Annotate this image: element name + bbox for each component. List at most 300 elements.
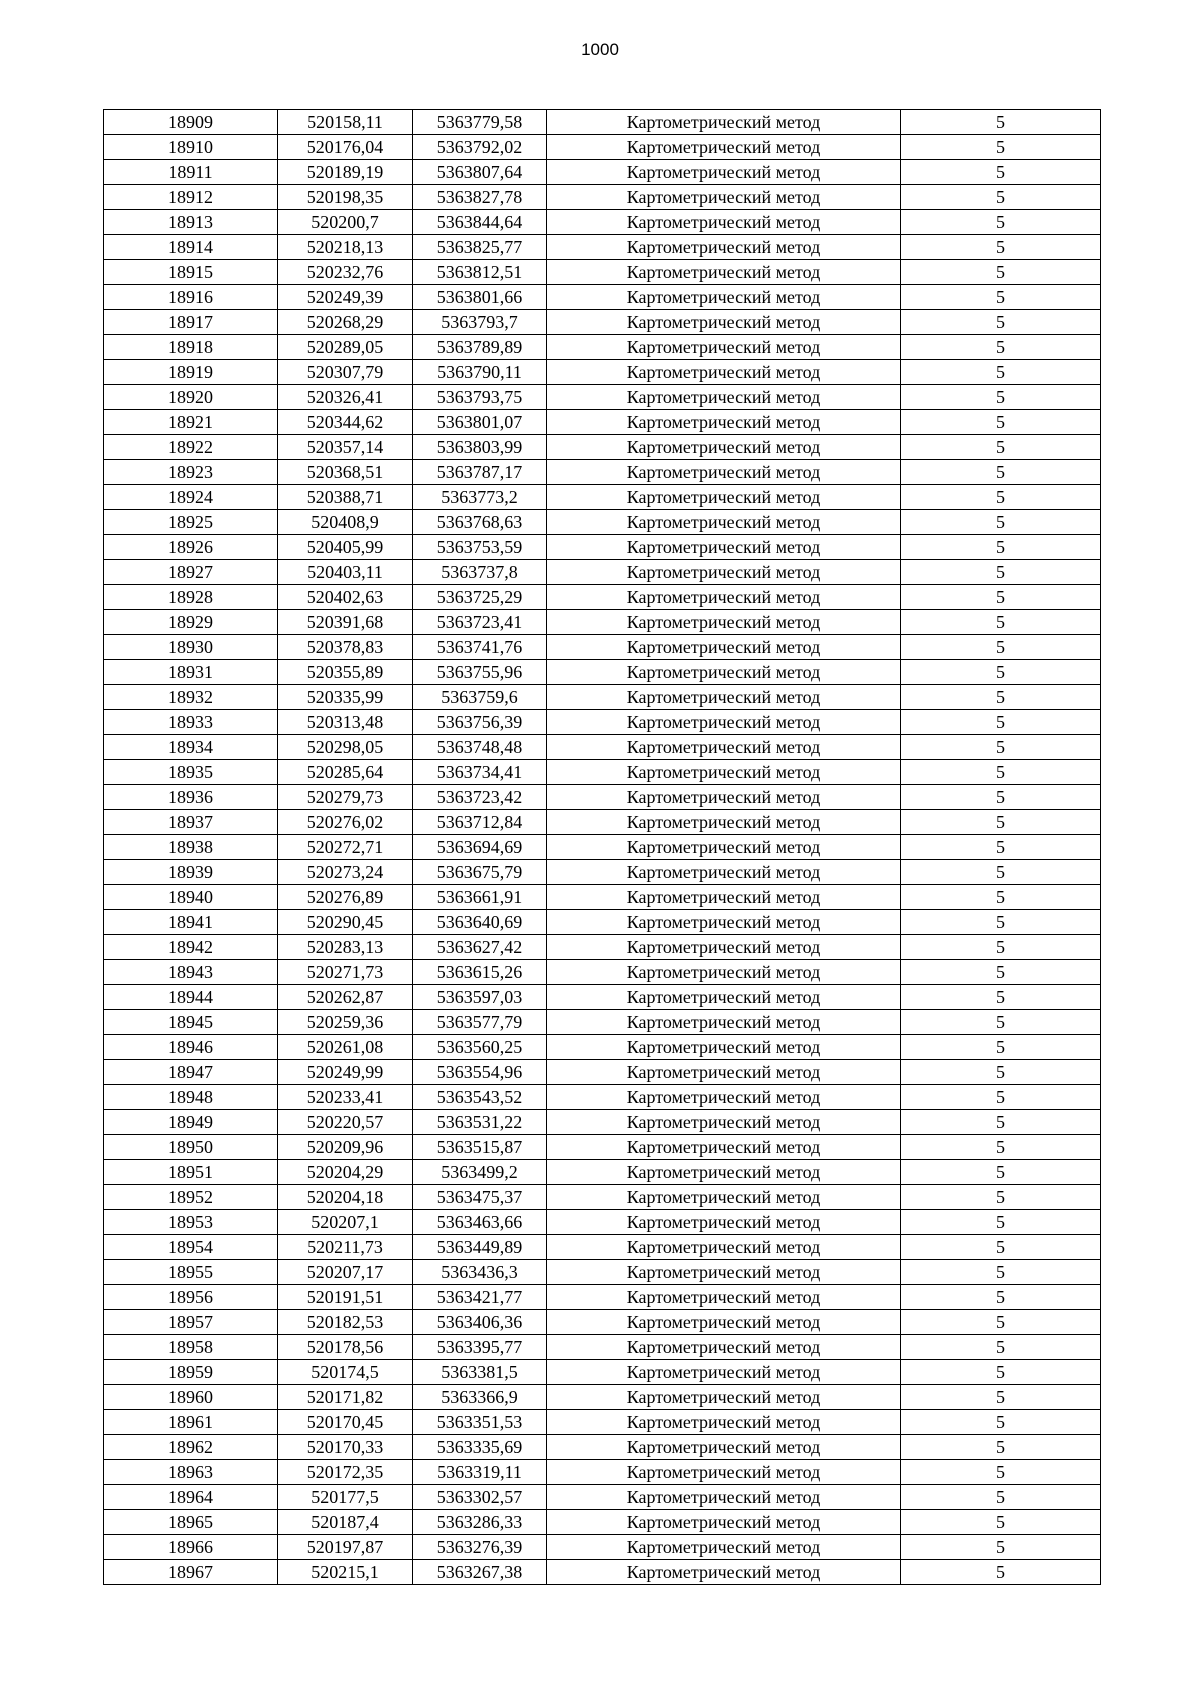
point-number-cell: 18938 — [104, 835, 278, 860]
x-coordinate-cell: 520170,45 — [278, 1410, 413, 1435]
y-coordinate-cell: 5363421,77 — [413, 1285, 547, 1310]
method-cell: Картометрический метод — [547, 260, 901, 285]
x-coordinate-cell: 520200,7 — [278, 210, 413, 235]
point-number-cell: 18966 — [104, 1535, 278, 1560]
accuracy-cell: 5 — [901, 1135, 1101, 1160]
point-number-cell: 18922 — [104, 435, 278, 460]
y-coordinate-cell: 5363302,57 — [413, 1485, 547, 1510]
accuracy-cell: 5 — [901, 1160, 1101, 1185]
table-row — [104, 1135, 1101, 1160]
method-cell: Картометрический метод — [547, 1035, 901, 1060]
y-coordinate-cell: 5363737,8 — [413, 560, 547, 585]
accuracy-cell: 5 — [901, 1435, 1101, 1460]
table-row — [104, 735, 1101, 760]
x-coordinate-cell: 520215,1 — [278, 1560, 413, 1585]
accuracy-cell: 5 — [901, 435, 1101, 460]
method-cell: Картометрический метод — [547, 360, 901, 385]
table-row — [104, 1535, 1101, 1560]
x-coordinate-cell: 520276,89 — [278, 885, 413, 910]
y-coordinate-cell: 5363725,29 — [413, 585, 547, 610]
table-row — [104, 285, 1101, 310]
point-number-cell: 18940 — [104, 885, 278, 910]
method-cell: Картометрический метод — [547, 935, 901, 960]
y-coordinate-cell: 5363812,51 — [413, 260, 547, 285]
table-row — [104, 885, 1101, 910]
x-coordinate-cell: 520283,13 — [278, 935, 413, 960]
accuracy-cell: 5 — [901, 1460, 1101, 1485]
x-coordinate-cell: 520171,82 — [278, 1385, 413, 1410]
table-row — [104, 360, 1101, 385]
table-row — [104, 1235, 1101, 1260]
table-row — [104, 1560, 1101, 1585]
method-cell: Картометрический метод — [547, 1185, 901, 1210]
method-cell: Картометрический метод — [547, 335, 901, 360]
table-row — [104, 1310, 1101, 1335]
x-coordinate-cell: 520191,51 — [278, 1285, 413, 1310]
method-cell: Картометрический метод — [547, 435, 901, 460]
method-cell: Картометрический метод — [547, 1560, 901, 1585]
x-coordinate-cell: 520198,35 — [278, 185, 413, 210]
point-number-cell: 18941 — [104, 910, 278, 935]
method-cell: Картометрический метод — [547, 1010, 901, 1035]
x-coordinate-cell: 520177,5 — [278, 1485, 413, 1510]
x-coordinate-cell: 520172,35 — [278, 1460, 413, 1485]
y-coordinate-cell: 5363741,76 — [413, 635, 547, 660]
point-number-cell: 18909 — [104, 110, 278, 135]
method-cell: Картометрический метод — [547, 1385, 901, 1410]
y-coordinate-cell: 5363756,39 — [413, 710, 547, 735]
method-cell: Картометрический метод — [547, 1410, 901, 1435]
y-coordinate-cell: 5363773,2 — [413, 485, 547, 510]
x-coordinate-cell: 520273,24 — [278, 860, 413, 885]
table-row — [104, 785, 1101, 810]
table-row — [104, 435, 1101, 460]
table-row — [104, 710, 1101, 735]
method-cell: Картометрический метод — [547, 985, 901, 1010]
point-number-cell: 18937 — [104, 810, 278, 835]
table-row — [104, 1385, 1101, 1410]
point-number-cell: 18956 — [104, 1285, 278, 1310]
point-number-cell: 18926 — [104, 535, 278, 560]
x-coordinate-cell: 520403,11 — [278, 560, 413, 585]
method-cell: Картометрический метод — [547, 535, 901, 560]
y-coordinate-cell: 5363723,42 — [413, 785, 547, 810]
table-row — [104, 1185, 1101, 1210]
x-coordinate-cell: 520174,5 — [278, 1360, 413, 1385]
y-coordinate-cell: 5363276,39 — [413, 1535, 547, 1560]
point-number-cell: 18959 — [104, 1360, 278, 1385]
x-coordinate-cell: 520249,39 — [278, 285, 413, 310]
accuracy-cell: 5 — [901, 585, 1101, 610]
table-row — [104, 1010, 1101, 1035]
y-coordinate-cell: 5363827,78 — [413, 185, 547, 210]
x-coordinate-cell: 520357,14 — [278, 435, 413, 460]
table-row — [104, 485, 1101, 510]
method-cell: Картометрический метод — [547, 1310, 901, 1335]
method-cell: Картометрический метод — [547, 760, 901, 785]
accuracy-cell: 5 — [901, 135, 1101, 160]
accuracy-cell: 5 — [901, 1060, 1101, 1085]
accuracy-cell: 5 — [901, 560, 1101, 585]
accuracy-cell: 5 — [901, 1410, 1101, 1435]
table-row — [104, 1210, 1101, 1235]
method-cell: Картометрический метод — [547, 960, 901, 985]
x-coordinate-cell: 520218,13 — [278, 235, 413, 260]
accuracy-cell: 5 — [901, 710, 1101, 735]
y-coordinate-cell: 5363381,5 — [413, 1360, 547, 1385]
x-coordinate-cell: 520388,71 — [278, 485, 413, 510]
accuracy-cell: 5 — [901, 360, 1101, 385]
y-coordinate-cell: 5363319,11 — [413, 1460, 547, 1485]
y-coordinate-cell: 5363694,69 — [413, 835, 547, 860]
point-number-cell: 18910 — [104, 135, 278, 160]
method-cell: Картометрический метод — [547, 1335, 901, 1360]
x-coordinate-cell: 520197,87 — [278, 1535, 413, 1560]
y-coordinate-cell: 5363406,36 — [413, 1310, 547, 1335]
page-number: 1000 — [581, 40, 619, 59]
y-coordinate-cell: 5363748,48 — [413, 735, 547, 760]
point-number-cell: 18962 — [104, 1435, 278, 1460]
point-number-cell: 18917 — [104, 310, 278, 335]
y-coordinate-cell: 5363543,52 — [413, 1085, 547, 1110]
x-coordinate-cell: 520344,62 — [278, 410, 413, 435]
y-coordinate-cell: 5363267,38 — [413, 1560, 547, 1585]
table-row — [104, 660, 1101, 685]
x-coordinate-cell: 520259,36 — [278, 1010, 413, 1035]
method-cell: Картометрический метод — [547, 1210, 901, 1235]
accuracy-cell: 5 — [901, 1510, 1101, 1535]
y-coordinate-cell: 5363615,26 — [413, 960, 547, 985]
y-coordinate-cell: 5363395,77 — [413, 1335, 547, 1360]
accuracy-cell: 5 — [901, 285, 1101, 310]
coordinates-table-body — [104, 110, 1101, 1585]
accuracy-cell: 5 — [901, 1310, 1101, 1335]
table-row — [104, 1085, 1101, 1110]
table-row — [104, 1510, 1101, 1535]
point-number-cell: 18948 — [104, 1085, 278, 1110]
table-row — [104, 335, 1101, 360]
method-cell: Картометрический метод — [547, 810, 901, 835]
x-coordinate-cell: 520355,89 — [278, 660, 413, 685]
accuracy-cell: 5 — [901, 185, 1101, 210]
y-coordinate-cell: 5363475,37 — [413, 1185, 547, 1210]
x-coordinate-cell: 520170,33 — [278, 1435, 413, 1460]
accuracy-cell: 5 — [901, 1385, 1101, 1410]
point-number-cell: 18935 — [104, 760, 278, 785]
x-coordinate-cell: 520233,41 — [278, 1085, 413, 1110]
y-coordinate-cell: 5363712,84 — [413, 810, 547, 835]
accuracy-cell: 5 — [901, 760, 1101, 785]
accuracy-cell: 5 — [901, 1210, 1101, 1235]
point-number-cell: 18916 — [104, 285, 278, 310]
table-row — [104, 110, 1101, 135]
point-number-cell: 18964 — [104, 1485, 278, 1510]
accuracy-cell: 5 — [901, 1335, 1101, 1360]
accuracy-cell: 5 — [901, 1085, 1101, 1110]
table-row — [104, 235, 1101, 260]
accuracy-cell: 5 — [901, 410, 1101, 435]
accuracy-cell: 5 — [901, 385, 1101, 410]
point-number-cell: 18918 — [104, 335, 278, 360]
table-row — [104, 860, 1101, 885]
accuracy-cell: 5 — [901, 1260, 1101, 1285]
point-number-cell: 18919 — [104, 360, 278, 385]
point-number-cell: 18950 — [104, 1135, 278, 1160]
x-coordinate-cell: 520285,64 — [278, 760, 413, 785]
method-cell: Картометрический метод — [547, 1510, 901, 1535]
table-row — [104, 260, 1101, 285]
x-coordinate-cell: 520207,1 — [278, 1210, 413, 1235]
x-coordinate-cell: 520204,18 — [278, 1185, 413, 1210]
point-number-cell: 18955 — [104, 1260, 278, 1285]
y-coordinate-cell: 5363789,89 — [413, 335, 547, 360]
x-coordinate-cell: 520271,73 — [278, 960, 413, 985]
accuracy-cell: 5 — [901, 460, 1101, 485]
y-coordinate-cell: 5363560,25 — [413, 1035, 547, 1060]
point-number-cell: 18943 — [104, 960, 278, 985]
x-coordinate-cell: 520402,63 — [278, 585, 413, 610]
point-number-cell: 18930 — [104, 635, 278, 660]
table-row — [104, 1110, 1101, 1135]
method-cell: Картометрический метод — [547, 1485, 901, 1510]
x-coordinate-cell: 520279,73 — [278, 785, 413, 810]
accuracy-cell: 5 — [901, 960, 1101, 985]
method-cell: Картометрический метод — [547, 910, 901, 935]
accuracy-cell: 5 — [901, 535, 1101, 560]
point-number-cell: 18911 — [104, 160, 278, 185]
y-coordinate-cell: 5363531,22 — [413, 1110, 547, 1135]
method-cell: Картометрический метод — [547, 685, 901, 710]
table-row — [104, 560, 1101, 585]
accuracy-cell: 5 — [901, 310, 1101, 335]
y-coordinate-cell: 5363801,66 — [413, 285, 547, 310]
method-cell: Картометрический метод — [547, 1110, 901, 1135]
table-row — [104, 1160, 1101, 1185]
x-coordinate-cell: 520335,99 — [278, 685, 413, 710]
accuracy-cell: 5 — [901, 210, 1101, 235]
point-number-cell: 18963 — [104, 1460, 278, 1485]
accuracy-cell: 5 — [901, 485, 1101, 510]
point-number-cell: 18927 — [104, 560, 278, 585]
table-row — [104, 610, 1101, 635]
point-number-cell: 18920 — [104, 385, 278, 410]
point-number-cell: 18967 — [104, 1560, 278, 1585]
method-cell: Картометрический метод — [547, 410, 901, 435]
point-number-cell: 18913 — [104, 210, 278, 235]
y-coordinate-cell: 5363803,99 — [413, 435, 547, 460]
accuracy-cell: 5 — [901, 235, 1101, 260]
x-coordinate-cell: 520220,57 — [278, 1110, 413, 1135]
point-number-cell: 18933 — [104, 710, 278, 735]
method-cell: Картометрический метод — [547, 1135, 901, 1160]
table-row — [104, 910, 1101, 935]
y-coordinate-cell: 5363768,63 — [413, 510, 547, 535]
method-cell: Картометрический метод — [547, 160, 901, 185]
x-coordinate-cell: 520313,48 — [278, 710, 413, 735]
y-coordinate-cell: 5363759,6 — [413, 685, 547, 710]
x-coordinate-cell: 520272,71 — [278, 835, 413, 860]
point-number-cell: 18952 — [104, 1185, 278, 1210]
x-coordinate-cell: 520290,45 — [278, 910, 413, 935]
y-coordinate-cell: 5363463,66 — [413, 1210, 547, 1235]
accuracy-cell: 5 — [901, 910, 1101, 935]
point-number-cell: 18949 — [104, 1110, 278, 1135]
y-coordinate-cell: 5363597,03 — [413, 985, 547, 1010]
accuracy-cell: 5 — [901, 985, 1101, 1010]
table-row — [104, 760, 1101, 785]
method-cell: Картометрический метод — [547, 585, 901, 610]
table-row — [104, 460, 1101, 485]
y-coordinate-cell: 5363499,2 — [413, 1160, 547, 1185]
accuracy-cell: 5 — [901, 735, 1101, 760]
table-row — [104, 185, 1101, 210]
accuracy-cell: 5 — [901, 510, 1101, 535]
accuracy-cell: 5 — [901, 1235, 1101, 1260]
x-coordinate-cell: 520158,11 — [278, 110, 413, 135]
point-number-cell: 18925 — [104, 510, 278, 535]
table-row — [104, 135, 1101, 160]
y-coordinate-cell: 5363554,96 — [413, 1060, 547, 1085]
x-coordinate-cell: 520378,83 — [278, 635, 413, 660]
x-coordinate-cell: 520182,53 — [278, 1310, 413, 1335]
table-row — [104, 1335, 1101, 1360]
y-coordinate-cell: 5363779,58 — [413, 110, 547, 135]
point-number-cell: 18924 — [104, 485, 278, 510]
method-cell: Картометрический метод — [547, 710, 901, 735]
accuracy-cell: 5 — [901, 1485, 1101, 1510]
point-number-cell: 18961 — [104, 1410, 278, 1435]
table-row — [104, 385, 1101, 410]
accuracy-cell: 5 — [901, 660, 1101, 685]
method-cell: Картометрический метод — [547, 560, 901, 585]
table-row — [104, 210, 1101, 235]
x-coordinate-cell: 520176,04 — [278, 135, 413, 160]
method-cell: Картометрический метод — [547, 185, 901, 210]
y-coordinate-cell: 5363335,69 — [413, 1435, 547, 1460]
y-coordinate-cell: 5363792,02 — [413, 135, 547, 160]
x-coordinate-cell: 520187,4 — [278, 1510, 413, 1535]
y-coordinate-cell: 5363753,59 — [413, 535, 547, 560]
method-cell: Картометрический метод — [547, 485, 901, 510]
point-number-cell: 18934 — [104, 735, 278, 760]
accuracy-cell: 5 — [901, 260, 1101, 285]
table-row — [104, 985, 1101, 1010]
x-coordinate-cell: 520368,51 — [278, 460, 413, 485]
method-cell: Картометрический метод — [547, 1360, 901, 1385]
accuracy-cell: 5 — [901, 610, 1101, 635]
point-number-cell: 18951 — [104, 1160, 278, 1185]
method-cell: Картометрический метод — [547, 1535, 901, 1560]
accuracy-cell: 5 — [901, 160, 1101, 185]
point-number-cell: 18954 — [104, 1235, 278, 1260]
table-row — [104, 960, 1101, 985]
y-coordinate-cell: 5363793,75 — [413, 385, 547, 410]
point-number-cell: 18921 — [104, 410, 278, 435]
point-number-cell: 18946 — [104, 1035, 278, 1060]
y-coordinate-cell: 5363825,77 — [413, 235, 547, 260]
method-cell: Картометрический метод — [547, 835, 901, 860]
x-coordinate-cell: 520189,19 — [278, 160, 413, 185]
accuracy-cell: 5 — [901, 1110, 1101, 1135]
x-coordinate-cell: 520276,02 — [278, 810, 413, 835]
method-cell: Картометрический метод — [547, 1060, 901, 1085]
table-row — [104, 535, 1101, 560]
table-row — [104, 1260, 1101, 1285]
table-row — [104, 810, 1101, 835]
x-coordinate-cell: 520298,05 — [278, 735, 413, 760]
method-cell: Картометрический метод — [547, 1085, 901, 1110]
point-number-cell: 18957 — [104, 1310, 278, 1335]
x-coordinate-cell: 520289,05 — [278, 335, 413, 360]
method-cell: Картометрический метод — [547, 1260, 901, 1285]
table-row — [104, 935, 1101, 960]
y-coordinate-cell: 5363449,89 — [413, 1235, 547, 1260]
method-cell: Картометрический метод — [547, 135, 901, 160]
y-coordinate-cell: 5363286,33 — [413, 1510, 547, 1535]
y-coordinate-cell: 5363793,7 — [413, 310, 547, 335]
x-coordinate-cell: 520391,68 — [278, 610, 413, 635]
accuracy-cell: 5 — [901, 1535, 1101, 1560]
table-row — [104, 1485, 1101, 1510]
point-number-cell: 18923 — [104, 460, 278, 485]
table-row — [104, 310, 1101, 335]
y-coordinate-cell: 5363577,79 — [413, 1010, 547, 1035]
table-row — [104, 160, 1101, 185]
y-coordinate-cell: 5363787,17 — [413, 460, 547, 485]
y-coordinate-cell: 5363351,53 — [413, 1410, 547, 1435]
accuracy-cell: 5 — [901, 110, 1101, 135]
table-row — [104, 585, 1101, 610]
table-row — [104, 1285, 1101, 1310]
point-number-cell: 18932 — [104, 685, 278, 710]
x-coordinate-cell: 520211,73 — [278, 1235, 413, 1260]
method-cell: Картометрический метод — [547, 1285, 901, 1310]
table-row — [104, 1360, 1101, 1385]
accuracy-cell: 5 — [901, 1010, 1101, 1035]
method-cell: Картометрический метод — [547, 1435, 901, 1460]
y-coordinate-cell: 5363790,11 — [413, 360, 547, 385]
point-number-cell: 18945 — [104, 1010, 278, 1035]
method-cell: Картометрический метод — [547, 1460, 901, 1485]
x-coordinate-cell: 520249,99 — [278, 1060, 413, 1085]
method-cell: Картометрический метод — [547, 1160, 901, 1185]
accuracy-cell: 5 — [901, 635, 1101, 660]
point-number-cell: 18953 — [104, 1210, 278, 1235]
x-coordinate-cell: 520204,29 — [278, 1160, 413, 1185]
accuracy-cell: 5 — [901, 1360, 1101, 1385]
x-coordinate-cell: 520232,76 — [278, 260, 413, 285]
x-coordinate-cell: 520326,41 — [278, 385, 413, 410]
point-number-cell: 18947 — [104, 1060, 278, 1085]
table-row — [104, 1460, 1101, 1485]
y-coordinate-cell: 5363640,69 — [413, 910, 547, 935]
method-cell: Картометрический метод — [547, 385, 901, 410]
method-cell: Картометрический метод — [547, 660, 901, 685]
point-number-cell: 18912 — [104, 185, 278, 210]
point-number-cell: 18915 — [104, 260, 278, 285]
y-coordinate-cell: 5363723,41 — [413, 610, 547, 635]
x-coordinate-cell: 520405,99 — [278, 535, 413, 560]
table-row — [104, 835, 1101, 860]
x-coordinate-cell: 520178,56 — [278, 1335, 413, 1360]
x-coordinate-cell: 520261,08 — [278, 1035, 413, 1060]
table-row — [104, 410, 1101, 435]
method-cell: Картометрический метод — [547, 860, 901, 885]
x-coordinate-cell: 520262,87 — [278, 985, 413, 1010]
method-cell: Картометрический метод — [547, 885, 901, 910]
table-row — [104, 1410, 1101, 1435]
point-number-cell: 18914 — [104, 235, 278, 260]
